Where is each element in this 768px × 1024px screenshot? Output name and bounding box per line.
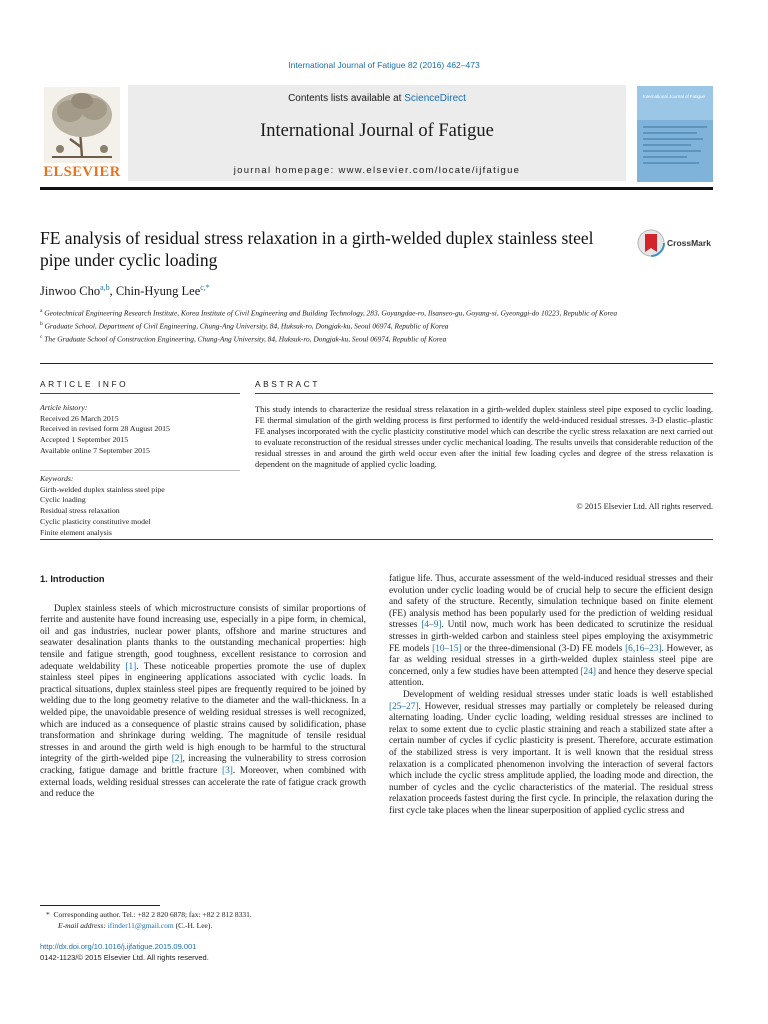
introduction-heading: 1. Introduction [40,574,105,584]
citation-link[interactable]: [3] [221,765,233,776]
affiliations-rule [40,363,713,364]
affiliation-marker: a [40,308,43,314]
affiliation-text: Graduate School, Department of Civil Engineering, Chung-Ang University, 84, Huksuk-ro, Dongjak-ku, Seoul 06974, Republic of Korea [42,321,449,331]
history-item: Received in revised form 28 August 2015 [40,424,170,434]
paragraph-text: Duplex stainless steels of which microstructure consists of similar proportions of ferrite and austenite have found increasing use, especially in a pipe form, in chemical, oil and gas industries, nuclear power plants, offshore and marine structures and seawater desalination plants thanks to the outstanding mechanical properties: high tensile and fatigue strength, good toughness, excellent resistance to corrosion and adequate weldability [40,603,366,672]
article-info-rule [40,393,240,394]
journal-header [128,85,626,181]
affiliation-text: Geotechnical Engineering Research Institute, Korea Institute of Civil Engineering and Building Technology, 283, Goyangdae-ro, Ilsanseo-gu, Goyang-si, Gyeonggi-do 10223, Republic of Korea [42,308,618,318]
doi-block [40,941,209,963]
citation-link[interactable]: [24] [580,666,596,677]
sciencedirect-link[interactable]: ScienceDirect [404,93,466,104]
abstract-rule [255,393,713,394]
cover-title: International Journal of Fatigue [643,94,706,99]
history-list [40,414,240,457]
paragraph-text: , increasing the vulnerability to stress corrosion cracking, fatigue damage and brittle fracture [40,754,367,776]
citation-link[interactable]: [2] [171,754,183,765]
header-rule [40,187,713,190]
affiliation-item [40,319,715,332]
paragraph-text: fatigue life. Thus, accurate assessment of the weld-induced residual stresses and their evolution under cyclic loading would be of crucial help to secure the efficient design and safety of the structure. Recently, simulation technique based on finite element (FE) analysis method has been popularly used for the prediction of welding residual stresses [389,574,713,631]
contents-line [128,93,626,104]
history-item: Accepted 1 September 2015 [40,435,129,445]
history-label: Article history: [40,403,88,412]
journal-citation-link[interactable]: International Journal of Fatigue 82 (2016) 462–473 [288,60,480,70]
affiliation-item [40,332,715,345]
affiliation-marker: c [40,333,43,340]
abstract-text: This study intends to characterize the residual stress relaxation in a girth-welded duplex stainless steel pipe exposed to cyclic loading. FE thermal simulation of the girth welding process is first performed to identify the weld-induced residual stresses. 3-D elastic–plastic FE analyses incorporated with the cyclic plasticity constitutive model which can describe the cyclic stress relaxation are next carried out to evaluate reconstruction of the residual stresses under cyclic mechanical loading. The results unveils that considerable reduction of the residual stresses in and around the girth weld occur even after the initial few loading cycles and degree of the stress relaxation is dependent on the magnitude of applied cyclic loading. [255,405,713,469]
elsevier-tree-icon [44,87,120,163]
author-separator: , [109,284,116,299]
abstract-heading: ABSTRACT [255,379,321,389]
footnote-rule [40,905,160,906]
footnote-star: * [46,910,50,919]
paragraph-text: . These noticeable properties promote the use of duplex stainless steel pipes in engineering applications associated with cyclic loads. In practical situations, duplex stainless steel pipes are frequently required to be joined by welding due to the long geometry relative to the diameter and the wall-thickness. In a welded pipe, the unavoidable presence of welding residual stresses is well recognized, which are induced as a consequence of plastic strains caused by solidification, phase transformation and shrinkage during welding. The magnitude of tensile residual stresses in and around the girth weld is high enough to be harmful to the structural integrity of the girth-welded pipe [40,661,366,765]
paragraph-text: . Moreover, when combined with external loads, welding residual stresses can accelerate the rate of fatigue crack growth and reduce the [40,765,366,800]
author-affiliation-marker[interactable]: c,* [200,283,210,292]
article-info-heading: ARTICLE INFO [40,379,129,389]
paragraph-text: . Until now, much work has been dedicated to scrutinize the residual stresses in girth-welded carbon and stainless steel pipes employing the axisymmetric FE models [389,620,713,654]
paper-title: FE analysis of residual stress relaxation in a girth-welded duplex stainless steel pipe under cyclic loading [40,228,594,270]
keywords-label: Keywords: [40,474,74,483]
paragraph-text: or the three-dimensional (3-D) FE models [461,643,626,654]
footnote-corresponding: Corresponding author. Tel.: +82 2 820 6878; fax: +82 2 812 8331. [53,910,252,919]
intro-paragraph-2 [389,690,713,818]
affiliation-marker: b [40,320,43,327]
citation-link[interactable]: [25–27] [389,701,419,712]
paragraph-text: and hence they deserve special attention. [389,666,713,689]
keyword-list [40,485,240,539]
journal-cover-image[interactable] [637,86,713,182]
author-name: Jinwoo Cho [40,284,101,299]
affiliations [40,306,715,345]
keyword-item: Finite element analysis [40,527,112,537]
citation-link[interactable]: [10–15] [432,643,462,654]
citation-link[interactable]: [4–9] [421,620,442,631]
keyword-item: Cyclic loading [40,495,86,505]
email-suffix: (C.-H. Lee). [173,921,213,930]
article-history [40,403,240,457]
keyword-item: Girth-welded duplex stainless steel pipe [40,484,165,494]
keyword-item: Residual stress relaxation [40,506,120,516]
elsevier-wordmark: ELSEVIER [43,164,121,180]
affiliation-text: The Graduate School of Construction Engineering, Chung-Ang University, 84, Huksuk-ro, Dongjak-ku, Seoul 06974, Republic of Korea [42,334,447,344]
corresponding-author-footnote [40,909,366,931]
crossmark-label: CrossMark [667,238,711,248]
body-left-column [40,574,366,801]
email-link[interactable]: ifinder11@gmail.com [107,921,174,930]
author-affiliation-marker[interactable]: a,b [100,283,110,292]
keywords [40,474,240,538]
abstract-copyright: © 2015 Elsevier Ltd. All rights reserved. [576,502,713,511]
history-item: Received 26 March 2015 [40,413,119,423]
intro-paragraph-1 [40,604,366,801]
citation-link[interactable]: [1] [125,661,137,672]
history-item: Available online 7 September 2015 [40,445,150,455]
journal-title: International Journal of Fatigue [260,121,494,141]
citation-link[interactable]: [6,16–23] [625,643,662,654]
issn-line: 0142-1123/© 2015 Elsevier Ltd. All rights reserved. [40,953,209,962]
author-list [40,283,210,299]
crossmark-badge[interactable] [637,228,717,260]
crossmark-icon [637,228,665,258]
elsevier-logo [40,85,124,181]
paragraph-text: Development of welding residual stresses under static loads is well established [403,689,713,700]
keywords-rule [40,470,240,471]
journal-homepage[interactable]: journal homepage: www.elsevier.com/locate/ijfatigue [233,165,521,176]
keyword-item: Cyclic plasticity constitutive model [40,516,151,526]
contents-prefix: Contents lists available at [288,93,405,104]
paragraph-text: . However, residual stresses may partially or completely be released during alternating loading. Under cyclic loading, welding residual stresses are inclined to relax to some extent due to cyclic plastic straining and reach a stabilized state after a certain number of cycles if cyclic plasticity is present. Therefore, accurate estimation of the stabilized stress is very important. It is well known that the residual stress relaxation is a complicated phenomenon involving the interaction of several factors which include the cyclic stress amplitude applied, the loading mode and direction, the number of cycles and the cyclic characteristics of the material. The residual stress relaxation proceeds fastest during the first cycle. In principle, the relaxation during the first cycle take places when the linear superposition of applied cyclic stress and [389,701,713,816]
affiliation-item [40,306,715,319]
author-name: Chin-Hyung Lee [115,284,201,299]
paragraph-text: . However, as far as welding residual stresses in a girth-welded duplex stainless steel pipe are concerned, only a few studies have been attempted [389,643,714,677]
body-right-column [389,574,713,817]
front-matter-rule [40,539,713,540]
email-label: E-mail address: [58,921,106,930]
doi-link[interactable]: http://dx.doi.org/10.1016/j.ijfatigue.2015.09.001 [40,942,197,951]
intro-paragraph-1-continued [389,574,713,690]
